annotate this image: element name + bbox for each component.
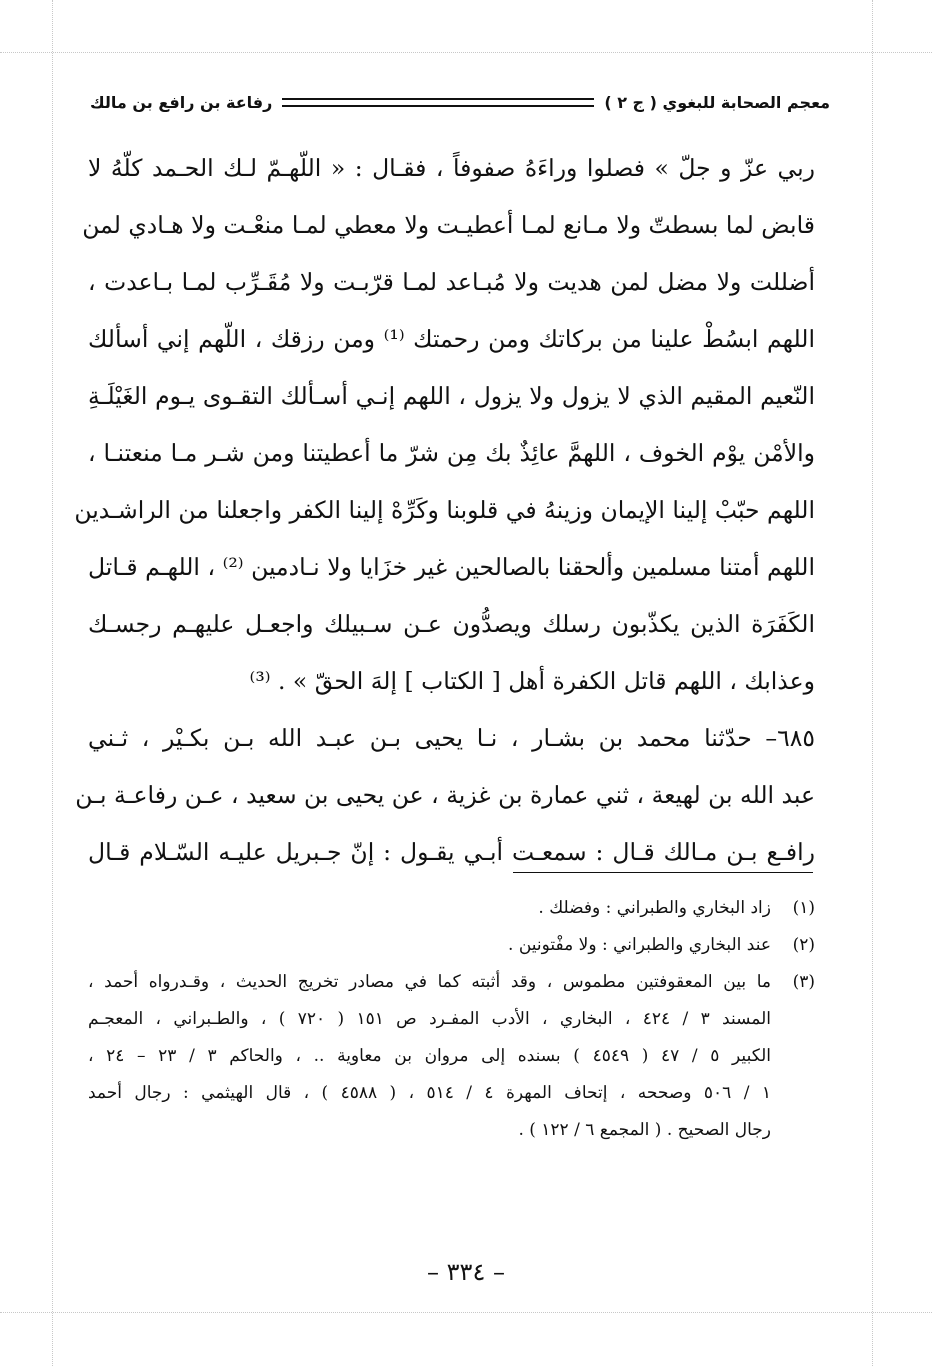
footnote-number: (١) (792, 898, 815, 918)
footnote-text: المسند ٣ / ٤٢٤ ، البخاري ، الأدب المفـرد ص ١٥١ ( ٧٢٠ ) ، والطـبراني ، المعجـم (88, 1009, 771, 1029)
footnote-1 (88, 890, 815, 927)
footnote-text: ١ / ٥٠٦ وصححه ، إتحاف المهرة ٤ / ٥١٤ ، ( ٤٥٨٨ ) ، قال الهيثمي : رجال أحمد (88, 1083, 771, 1103)
hadith-line: عبد الله بن لهيعة ، ثني عمارة بن غزية ، عن يحيى بن سعيد ، عـن رفاعـة بـن (75, 781, 815, 809)
text-line: اللهم ابسُطْ علينا من بركاتك ومن رحمتك ⁽¹⁾ ومن رزقك ، اللّهم إني أسألك (88, 325, 815, 353)
header-chapter-title: رفاعة بن رافع بن مالك (90, 92, 273, 112)
scan-border-left (52, 0, 53, 1366)
footnote-number: (٣) (792, 972, 815, 992)
text-line: النّعيم المقيم الذي لا يزول ولا يزول ، اللهم إنـي أسـألك التقـوى يـوم الغَيْلَـةِ (88, 382, 815, 410)
text-line: ربي عزّ و جلّ » فصلوا وراءَهُ صفوفاً ، فقـال : « اللّهـمّ لـك الحـمد كلّهُ لا (88, 154, 815, 182)
footnote-2 (88, 927, 815, 964)
text-line: أضللت ولا مضل لمن هديت ولا مُبـاعد لمـا قرّبـت ولا مُقَـرِّب لمـا بـاعدت ، (88, 268, 815, 296)
hadith-line: ٦٨٥– حدّثنا محمد بن بشـار ، نـا يحيى بـن عبـد الله بـن بكـيْر ، ثـني (88, 724, 815, 752)
footnote-text: عند البخاري والطبراني : ولا مفْتونين . (508, 935, 771, 955)
footnote-text: الكبير ٥ / ٤٧ ( ٤٥٤٩ ) بسنده إلى مروان بن معاوية .. ، والحاكم ٣ / ٢٣ – ٢٤ ، (88, 1046, 771, 1066)
text-line: الكَفَرَة الذين يكذّبون رسلك ويصدُّون عـن سـبيلك واجعـل عليهـم رجسـك (88, 610, 815, 638)
main-text (74, 140, 815, 881)
header-book-title: معجم الصحابة للبغوي ( ج ٢ ) (604, 92, 830, 112)
header-rule (282, 98, 594, 107)
scan-border-right (872, 0, 873, 1366)
footnote-number: (٢) (792, 935, 815, 955)
page-number: – ٣٣٤ – (427, 1258, 505, 1286)
scan-border-top (0, 52, 932, 53)
footnote-text: ما بين المعقوفتين مطموس ، وقد أثبته كما في مصادر تخريج الحديث ، وقـدرواه أحمد ، (88, 972, 771, 992)
text-line: وعذابك ، اللهم قاتل الكفرة أهل [ الكتاب ] إلهَ الحقّ » . ⁽³⁾ (249, 667, 815, 695)
footnotes (88, 890, 815, 1149)
text-line: قابض لما بسطتّ ولا مـانع لمـا أعطيـت ولا معطي لمـا منعْـت ولا هـادي لمن (82, 211, 815, 239)
hadith-line: رافـع بـن مـالك قـال : سمعـت أبـي يقـول : إنّ جـبريل عليـه السّـلام قـال (88, 838, 815, 866)
scan-border-bottom (0, 1312, 932, 1313)
text-line: والأمْن يوْم الخوف ، اللهمَّ عائِذٌ بك مِن شرّ ما أعطيتنا ومن شـر مـا منعتنـا ، (88, 439, 815, 467)
text-line: اللهم أمتنا مسلمين وألحقنا بالصالحين غير خزَايا ولا نـادمين ⁽²⁾ ، اللهـم قـاتل (88, 553, 815, 581)
footnote-text: رجال الصحيح . ( المجمع ٦ / ١٢٢ ) . (518, 1120, 771, 1140)
running-header (90, 84, 830, 120)
footnote-text: زاد البخاري والطبراني : وفضلك . (538, 898, 771, 918)
footnote-3 (88, 964, 815, 1149)
footnote-separator (513, 872, 813, 873)
text-line: اللهم حبّبْ إلينا الإيمان وزينهُ في قلوبنا وكَرِّهْ إلينا الكفر واجعلنا من الراشـدين (74, 496, 815, 524)
